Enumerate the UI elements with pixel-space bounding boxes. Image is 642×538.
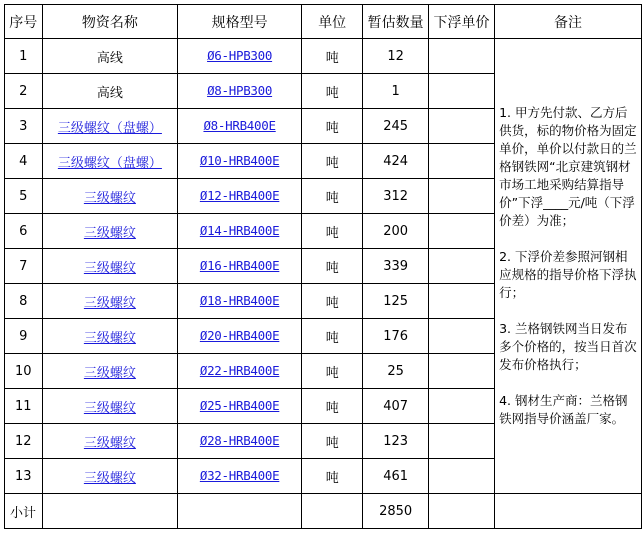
material-type-text: 螺纹 (109, 225, 136, 241)
unit-cell: 吨 (301, 354, 363, 389)
material-name-cell (42, 354, 178, 389)
spec-cell (178, 74, 302, 109)
row-no: 13 (5, 459, 43, 494)
material-grade-link[interactable]: 三级 (83, 225, 110, 241)
row-no: 1 (5, 39, 43, 74)
float-price-cell (428, 354, 494, 389)
spec-cell (178, 109, 302, 144)
material-grade-link[interactable]: 三级 (57, 155, 84, 171)
material-name-cell (42, 179, 178, 214)
unit-cell: 吨 (301, 319, 363, 354)
remark-paragraph: 2. 下浮价差参照河钢相应规格的指导价格下浮执行； (499, 249, 637, 300)
material-name-cell (42, 319, 178, 354)
subtotal-price-empty (428, 494, 494, 529)
unit-cell: 吨 (301, 459, 363, 494)
material-type-text: 螺纹 (109, 260, 136, 276)
spec-cell (178, 179, 302, 214)
spec-cell (178, 284, 302, 319)
material-name-cell (42, 39, 178, 74)
material-type-text: 螺纹 (109, 435, 136, 451)
row-no: 4 (5, 144, 43, 179)
row-no: 8 (5, 284, 43, 319)
subtotal-unit-empty (301, 494, 363, 529)
header-spec: 规格型号 (178, 5, 302, 39)
est-qty-cell: 245 (363, 109, 428, 144)
material-name-cell (42, 389, 178, 424)
material-grade-link[interactable]: 三级 (83, 330, 110, 346)
spec-link[interactable]: Ø6-HPB300 (207, 48, 273, 63)
est-qty-cell: 25 (363, 354, 428, 389)
row-no: 5 (5, 179, 43, 214)
est-qty-cell: 461 (363, 459, 428, 494)
spec-link[interactable]: Ø10-HRB400E (199, 153, 280, 168)
material-grade-link[interactable]: 三级 (57, 120, 84, 136)
row-no: 3 (5, 109, 43, 144)
unit-cell: 吨 (301, 249, 363, 284)
material-type-text: 螺纹 (109, 470, 136, 486)
material-type-text: 螺纹 (109, 295, 136, 311)
header-remarks: 备注 (495, 5, 642, 39)
row-no: 7 (5, 249, 43, 284)
spec-link[interactable]: Ø16-HRB400E (199, 258, 280, 273)
float-price-cell (428, 39, 494, 74)
float-price-cell (428, 144, 494, 179)
subtotal-row (5, 494, 642, 529)
est-qty-cell: 407 (363, 389, 428, 424)
material-name-cell (42, 249, 178, 284)
header-no: 序号 (5, 5, 43, 39)
unit-cell: 吨 (301, 74, 363, 109)
est-qty-cell: 424 (363, 144, 428, 179)
spec-cell (178, 354, 302, 389)
material-grade-link[interactable]: 三级 (83, 190, 110, 206)
est-qty-cell: 1 (363, 74, 428, 109)
row-no: 2 (5, 74, 43, 109)
unit-cell: 吨 (301, 109, 363, 144)
spec-link[interactable]: Ø8-HPB300 (207, 83, 273, 98)
unit-cell: 吨 (301, 424, 363, 459)
material-grade-link[interactable]: 三级 (83, 295, 110, 311)
spec-link[interactable]: Ø25-HRB400E (199, 398, 280, 413)
material-type-text: 螺纹（盘螺） (83, 120, 162, 136)
material-grade-link[interactable]: 三级 (83, 260, 110, 276)
material-type-text: 螺纹 (109, 330, 136, 346)
spec-cell (178, 249, 302, 284)
material-name-cell (42, 109, 178, 144)
material-price-table (4, 4, 642, 529)
material-name: 高线 (96, 85, 123, 101)
spec-cell (178, 389, 302, 424)
material-name: 高线 (96, 50, 123, 66)
unit-cell: 吨 (301, 39, 363, 74)
est-qty-cell: 176 (363, 319, 428, 354)
header-unit: 单位 (301, 5, 363, 39)
spec-cell (178, 319, 302, 354)
material-grade-link[interactable]: 三级 (83, 435, 110, 451)
est-qty-cell: 125 (363, 284, 428, 319)
est-qty-cell: 312 (363, 179, 428, 214)
float-price-cell (428, 74, 494, 109)
material-name-cell (42, 144, 178, 179)
unit-cell: 吨 (301, 179, 363, 214)
material-name-cell (42, 284, 178, 319)
remark-paragraph: 1. 甲方先付款、乙方后供货，标的物价格为固定单价，单价以付款日的兰格钢铁网“北京建筑钢材市场工地采购结算指导价”下浮____元/吨（下浮价差）为准； (499, 105, 637, 228)
remark-paragraph: 4. 钢材生产商：兰格钢铁网指导价涵盖厂家。 (499, 393, 628, 426)
float-price-cell (428, 319, 494, 354)
row-no: 6 (5, 214, 43, 249)
material-type-text: 螺纹 (109, 365, 136, 381)
remarks-cell (495, 39, 642, 494)
spec-link[interactable]: Ø14-HRB400E (199, 223, 280, 238)
spec-cell (178, 214, 302, 249)
row-no: 9 (5, 319, 43, 354)
subtotal-qty: 2850 (363, 494, 428, 529)
material-name-cell (42, 214, 178, 249)
spec-cell (178, 424, 302, 459)
remark-paragraph: 3. 兰格钢铁网当日发布多个价格的，按当日首次发布价格执行； (499, 321, 637, 372)
unit-cell: 吨 (301, 214, 363, 249)
float-price-cell (428, 389, 494, 424)
float-price-cell (428, 284, 494, 319)
spec-link[interactable]: Ø18-HRB400E (199, 293, 280, 308)
material-name-cell (42, 424, 178, 459)
spec-cell (178, 39, 302, 74)
material-table-container (4, 4, 642, 529)
subtotal-remarks-empty (495, 494, 642, 529)
header-est-qty: 暂估数量 (363, 5, 428, 39)
float-price-cell (428, 249, 494, 284)
spec-link[interactable]: Ø32-HRB400E (199, 468, 280, 483)
table-body (5, 39, 642, 529)
unit-cell: 吨 (301, 389, 363, 424)
material-name-cell (42, 74, 178, 109)
spec-link[interactable]: Ø28-HRB400E (199, 433, 280, 448)
spec-link[interactable]: Ø20-HRB400E (199, 328, 280, 343)
spec-cell (178, 144, 302, 179)
material-type-text: 螺纹 (109, 190, 136, 206)
float-price-cell (428, 214, 494, 249)
header-float-price: 下浮单价 (428, 5, 494, 39)
spec-link[interactable]: Ø8-HRB400E (203, 118, 276, 133)
material-grade-link[interactable]: 三级 (83, 470, 110, 486)
material-grade-link[interactable]: 三级 (83, 400, 110, 416)
est-qty-cell: 200 (363, 214, 428, 249)
float-price-cell (428, 424, 494, 459)
material-name-cell (42, 459, 178, 494)
est-qty-cell: 12 (363, 39, 428, 74)
row-no: 12 (5, 424, 43, 459)
header-material-name: 物资名称 (42, 5, 178, 39)
unit-cell: 吨 (301, 144, 363, 179)
float-price-cell (428, 179, 494, 214)
subtotal-spec-empty (178, 494, 302, 529)
subtotal-name-empty (42, 494, 178, 529)
material-grade-link[interactable]: 三级 (83, 365, 110, 381)
row-no: 10 (5, 354, 43, 389)
float-price-cell (428, 109, 494, 144)
float-price-cell (428, 459, 494, 494)
material-type-text: 螺纹 (109, 400, 136, 416)
header-row (5, 5, 642, 39)
table-row (5, 39, 642, 74)
subtotal-label: 小计 (5, 494, 43, 529)
spec-cell (178, 459, 302, 494)
est-qty-cell: 123 (363, 424, 428, 459)
unit-cell: 吨 (301, 284, 363, 319)
row-no: 11 (5, 389, 43, 424)
spec-link[interactable]: Ø12-HRB400E (199, 188, 280, 203)
spec-link[interactable]: Ø22-HRB400E (199, 363, 280, 378)
est-qty-cell: 339 (363, 249, 428, 284)
material-type-text: 螺纹（盘螺） (83, 155, 162, 171)
